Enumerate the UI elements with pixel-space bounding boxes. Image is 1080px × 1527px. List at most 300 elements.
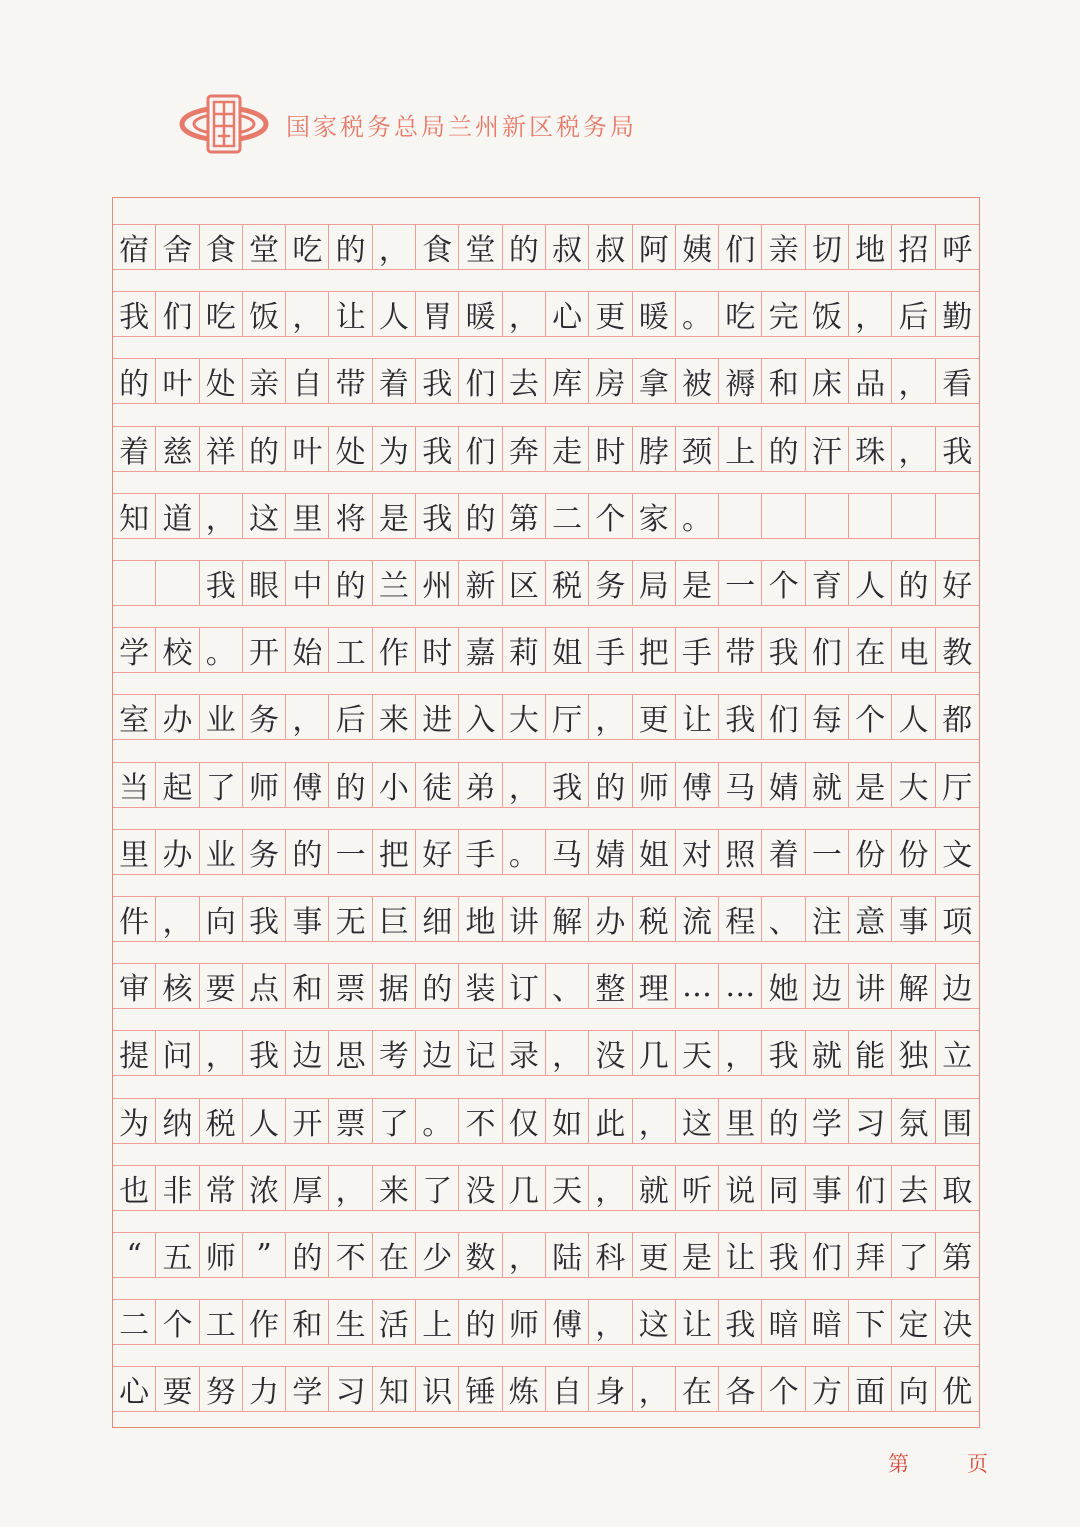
grid-cell: 常 — [200, 1165, 243, 1211]
grid-cell: 几 — [503, 1165, 546, 1211]
page-label-suffix: 页 — [967, 1452, 988, 1476]
grid-cell: 文 — [936, 829, 979, 875]
grid-cell: 问 — [156, 1030, 199, 1076]
grid-cell: 面 — [849, 1366, 892, 1412]
grid-cell: 努 — [200, 1366, 243, 1412]
grid-cell: 我 — [416, 493, 459, 539]
grid-cell: 理 — [633, 963, 676, 1009]
grid-cell: ， — [503, 1232, 546, 1278]
grid-cell: 们 — [806, 627, 849, 673]
grid-cell: 第 — [936, 1232, 979, 1278]
grid-cell: 电 — [892, 627, 935, 673]
grid-cell: 们 — [459, 358, 502, 404]
grid-cell: 当 — [113, 762, 156, 808]
grid-cell: 始 — [286, 627, 329, 673]
grid-cell: 好 — [416, 829, 459, 875]
grid-cell: 考 — [373, 1030, 416, 1076]
grid-cell: 点 — [243, 963, 286, 1009]
grid-cell: 学 — [286, 1366, 329, 1412]
grid-cell: 走 — [546, 426, 589, 472]
grid-cell: 票 — [329, 963, 372, 1009]
grid-cell: 和 — [762, 358, 805, 404]
grid-cell: 听 — [676, 1165, 719, 1211]
text-row — [113, 224, 979, 270]
grid-cell: 业 — [200, 694, 243, 740]
grid-cell: 审 — [113, 963, 156, 1009]
text-row — [113, 1030, 979, 1076]
grid-cell: 脖 — [633, 426, 676, 472]
grid-cell: 手 — [589, 627, 632, 673]
grid-cell: 起 — [156, 762, 199, 808]
grid-cell: 她 — [762, 963, 805, 1009]
grid-cell: 这 — [676, 1098, 719, 1144]
grid-cell: 在 — [676, 1366, 719, 1412]
grid-cell: 心 — [113, 1366, 156, 1412]
grid-cell — [892, 493, 935, 539]
grid-cell: 、 — [762, 896, 805, 942]
grid-cell: ” — [243, 1232, 286, 1278]
text-row — [113, 896, 979, 942]
grid-cell: 是 — [849, 762, 892, 808]
text-row — [113, 694, 979, 740]
grid-cell: 作 — [243, 1299, 286, 1345]
grid-cell: 小 — [373, 762, 416, 808]
grid-cell: 。 — [676, 493, 719, 539]
grid-cell: 了 — [373, 1098, 416, 1144]
grid-cell: 教 — [936, 627, 979, 673]
grid-cell: 们 — [719, 224, 762, 270]
grid-cell: 习 — [849, 1098, 892, 1144]
grid-cell: 让 — [329, 291, 372, 337]
grid-cell: 向 — [200, 896, 243, 942]
grid-cell: 吃 — [719, 291, 762, 337]
text-row — [113, 1366, 979, 1412]
grid-cell: 份 — [892, 829, 935, 875]
grid-cell: 每 — [806, 694, 849, 740]
grid-cell: 都 — [936, 694, 979, 740]
grid-cell: 处 — [329, 426, 372, 472]
grid-cell: 下 — [849, 1299, 892, 1345]
grid-cell: 也 — [113, 1165, 156, 1211]
grid-cell: 傅 — [546, 1299, 589, 1345]
grid-cell: 叶 — [286, 426, 329, 472]
grid-cell: … — [676, 963, 719, 1009]
grid-cell: 傅 — [676, 762, 719, 808]
grid-cell: 非 — [156, 1165, 199, 1211]
grid-cell: 个 — [849, 694, 892, 740]
grid-cell: 独 — [892, 1030, 935, 1076]
grid-cell: 没 — [589, 1030, 632, 1076]
grid-cell: 解 — [892, 963, 935, 1009]
grid-cell: ， — [200, 493, 243, 539]
grid-cell: 莉 — [503, 627, 546, 673]
grid-cell: 意 — [849, 896, 892, 942]
grid-cell: 税 — [633, 896, 676, 942]
grid-cell: ， — [892, 358, 935, 404]
grid-cell: 各 — [719, 1366, 762, 1412]
grid-cell: 宿 — [113, 224, 156, 270]
grid-cell: 手 — [459, 829, 502, 875]
grid-cell: 活 — [373, 1299, 416, 1345]
grid-cell: 品 — [849, 358, 892, 404]
grid-paper — [112, 197, 980, 1428]
grid-cell: 心 — [546, 291, 589, 337]
grid-cell: 来 — [373, 1165, 416, 1211]
grid-cell: 姐 — [546, 627, 589, 673]
grid-cell: 处 — [200, 358, 243, 404]
grid-cell: 的 — [892, 560, 935, 606]
grid-cell: 开 — [286, 1098, 329, 1144]
grid-cell: ， — [589, 1165, 632, 1211]
grid-cell: 们 — [806, 1232, 849, 1278]
grid-cell: 决 — [936, 1299, 979, 1345]
grid-cell: 了 — [416, 1165, 459, 1211]
grid-cell: 记 — [459, 1030, 502, 1076]
grid-cell: 把 — [633, 627, 676, 673]
grid-cell: ， — [200, 1030, 243, 1076]
grid-cell: 拜 — [849, 1232, 892, 1278]
grid-cell: 我 — [762, 627, 805, 673]
grid-cell: ， — [503, 291, 546, 337]
grid-cell: 自 — [286, 358, 329, 404]
letterhead — [178, 92, 637, 156]
grid-cell: 被 — [676, 358, 719, 404]
grid-cell: 务 — [243, 694, 286, 740]
grid-cell: 是 — [676, 1232, 719, 1278]
grid-cell: 二 — [113, 1299, 156, 1345]
grid-cell: 了 — [200, 762, 243, 808]
grid-cell: 姐 — [633, 829, 676, 875]
grid-cell: 马 — [719, 762, 762, 808]
grid-cell: 室 — [113, 694, 156, 740]
grid-cell: 对 — [676, 829, 719, 875]
grid-cell: 婧 — [762, 762, 805, 808]
grid-cell: 眼 — [243, 560, 286, 606]
grid-cell: 着 — [113, 426, 156, 472]
grid-cell: 我 — [719, 694, 762, 740]
grid-cell: 兰 — [373, 560, 416, 606]
grid-cell: 就 — [806, 762, 849, 808]
grid-cell: 的 — [113, 358, 156, 404]
grid-cell: 饭 — [806, 291, 849, 337]
grid-cell: 项 — [936, 896, 979, 942]
grid-cell: 新 — [459, 560, 502, 606]
grid-cell: 库 — [546, 358, 589, 404]
grid-cell: 家 — [633, 493, 676, 539]
grid-cell: 让 — [676, 1299, 719, 1345]
grid-cell: 方 — [806, 1366, 849, 1412]
grid-cell: 核 — [156, 963, 199, 1009]
grid-cell: 阿 — [633, 224, 676, 270]
grid-cell: 是 — [676, 560, 719, 606]
grid-cell: 在 — [849, 627, 892, 673]
grid-cell: 们 — [849, 1165, 892, 1211]
grid-cell: 去 — [892, 1165, 935, 1211]
grid-cell: 们 — [762, 694, 805, 740]
grid-cell: 能 — [849, 1030, 892, 1076]
grid-cell: 边 — [416, 1030, 459, 1076]
grid-cell: 亲 — [243, 358, 286, 404]
grid-cell: ， — [719, 1030, 762, 1076]
grid-cell: 我 — [200, 560, 243, 606]
grid-cell: 区 — [503, 560, 546, 606]
text-row — [113, 1165, 979, 1211]
grid-cell: 师 — [633, 762, 676, 808]
grid-cell: 件 — [113, 896, 156, 942]
grid-cell: 将 — [329, 493, 372, 539]
grid-cell: 是 — [373, 493, 416, 539]
grid-cell: 陆 — [546, 1232, 589, 1278]
grid-cell: 祥 — [200, 426, 243, 472]
grid-cell: 生 — [329, 1299, 372, 1345]
grid-cell: 呼 — [936, 224, 979, 270]
grid-cell: 手 — [676, 627, 719, 673]
grid-cell: 时 — [589, 426, 632, 472]
page-label-prefix: 第 — [888, 1452, 909, 1476]
grid-cell: 里 — [113, 829, 156, 875]
grid-cell: 取 — [936, 1165, 979, 1211]
grid-cell: 人 — [373, 291, 416, 337]
grid-cell: 在 — [373, 1232, 416, 1278]
grid-cell: 中 — [286, 560, 329, 606]
grid-cell: 据 — [373, 963, 416, 1009]
grid-cell: 讲 — [849, 963, 892, 1009]
grid-cell: 人 — [849, 560, 892, 606]
grid-cell: 地 — [849, 224, 892, 270]
grid-cell: 吃 — [286, 224, 329, 270]
grid-cell: ， — [503, 762, 546, 808]
grid-cell: 工 — [200, 1299, 243, 1345]
grid-cell: 的 — [243, 426, 286, 472]
grid-cell: … — [719, 963, 762, 1009]
grid-cell: 食 — [416, 224, 459, 270]
grid-cell: 程 — [719, 896, 762, 942]
grid-cell: 录 — [503, 1030, 546, 1076]
grid-cell: 的 — [416, 963, 459, 1009]
text-row — [113, 1232, 979, 1278]
grid-cell: 校 — [156, 627, 199, 673]
grid-cell: 叔 — [589, 224, 632, 270]
grid-cell: 让 — [676, 694, 719, 740]
grid-cell — [762, 493, 805, 539]
grid-cell: 的 — [329, 762, 372, 808]
grid-cell: 完 — [762, 291, 805, 337]
grid-cell: 的 — [503, 224, 546, 270]
grid-cell: 和 — [286, 963, 329, 1009]
grid-cell: 务 — [243, 829, 286, 875]
grid-cell: 食 — [200, 224, 243, 270]
grid-cell: 的 — [329, 224, 372, 270]
grid-cell: 堂 — [459, 224, 502, 270]
text-row — [113, 963, 979, 1009]
text-row — [113, 426, 979, 472]
grid-cell: ， — [286, 291, 329, 337]
grid-cell: 暗 — [806, 1299, 849, 1345]
grid-cell: 力 — [243, 1366, 286, 1412]
grid-cell: 办 — [589, 896, 632, 942]
grid-cell: ， — [589, 694, 632, 740]
grid-cell: 马 — [546, 829, 589, 875]
grid-cell: 我 — [243, 896, 286, 942]
grid-cell: 身 — [589, 1366, 632, 1412]
text-row — [113, 627, 979, 673]
grid-cell: 我 — [416, 426, 459, 472]
grid-cell: 为 — [113, 1098, 156, 1144]
grid-cell: 州 — [416, 560, 459, 606]
grid-cell: 天 — [546, 1165, 589, 1211]
grid-cell: 的 — [762, 1098, 805, 1144]
grid-cell: 注 — [806, 896, 849, 942]
text-row — [113, 1098, 979, 1144]
grid-cell: ， — [589, 1299, 632, 1345]
grid-cell: 五 — [156, 1232, 199, 1278]
grid-cell: 工 — [329, 627, 372, 673]
grid-cell: 数 — [459, 1232, 502, 1278]
grid-cell: 婧 — [589, 829, 632, 875]
grid-cell: 要 — [200, 963, 243, 1009]
grid-cell: 炼 — [503, 1366, 546, 1412]
grid-cell: 税 — [200, 1098, 243, 1144]
grid-cell: 事 — [286, 896, 329, 942]
grid-cell: 细 — [416, 896, 459, 942]
grid-cell: 的 — [286, 829, 329, 875]
grid-cell: 第 — [503, 493, 546, 539]
grid-cell: 装 — [459, 963, 502, 1009]
grid-cell: 舍 — [156, 224, 199, 270]
grid-cell: 事 — [806, 1165, 849, 1211]
grid-cell: 来 — [373, 694, 416, 740]
grid-cell: 师 — [200, 1232, 243, 1278]
grid-cell: 业 — [200, 829, 243, 875]
text-row — [113, 560, 979, 606]
grid-cell: 没 — [459, 1165, 502, 1211]
grid-cell: 思 — [329, 1030, 372, 1076]
grid-cell: 一 — [719, 560, 762, 606]
grid-cell: 个 — [762, 560, 805, 606]
grid-cell: “ — [113, 1232, 156, 1278]
grid-cell — [806, 493, 849, 539]
grid-cell: 更 — [633, 1232, 676, 1278]
grid-cell: 就 — [633, 1165, 676, 1211]
grid-cell: 的 — [459, 493, 502, 539]
grid-cell: 和 — [286, 1299, 329, 1345]
grid-cell: 里 — [719, 1098, 762, 1144]
grid-cell: 个 — [762, 1366, 805, 1412]
grid-cell: 我 — [416, 358, 459, 404]
agency-name: 国家税务总局兰州新区税务局 — [286, 112, 637, 141]
grid-cell: 里 — [286, 493, 329, 539]
grid-cell: 珠 — [849, 426, 892, 472]
grid-cell: 后 — [329, 694, 372, 740]
grid-cell: 吃 — [200, 291, 243, 337]
grid-cell: 了 — [892, 1232, 935, 1278]
grid-cell: 们 — [459, 426, 502, 472]
grid-cell: 人 — [892, 694, 935, 740]
grid-cell: ， — [546, 1030, 589, 1076]
grid-cell: 勤 — [936, 291, 979, 337]
grid-cell: 徒 — [416, 762, 459, 808]
grid-cell: 无 — [329, 896, 372, 942]
grid-cell: 订 — [503, 963, 546, 1009]
grid-cell: 的 — [589, 762, 632, 808]
grid-cell: 入 — [459, 694, 502, 740]
grid-cell: 道 — [156, 493, 199, 539]
grid-cell: 更 — [633, 694, 676, 740]
grid-cell: 床 — [806, 358, 849, 404]
grid-cell: 大 — [892, 762, 935, 808]
grid-cell: 定 — [892, 1299, 935, 1345]
grid-cell: 师 — [503, 1299, 546, 1345]
grid-cell: 时 — [416, 627, 459, 673]
grid-cell: 去 — [503, 358, 546, 404]
grid-cell: 厅 — [546, 694, 589, 740]
grid-cell: 同 — [762, 1165, 805, 1211]
grid-cell: 招 — [892, 224, 935, 270]
grid-cell: 围 — [936, 1098, 979, 1144]
grid-cell: 局 — [633, 560, 676, 606]
grid-cell: 我 — [546, 762, 589, 808]
grid-cell: 嘉 — [459, 627, 502, 673]
grid-cell: 整 — [589, 963, 632, 1009]
grid-cell: ， — [373, 224, 416, 270]
grid-cell: 就 — [806, 1030, 849, 1076]
grid-cell: ， — [633, 1366, 676, 1412]
grid-cell: 我 — [719, 1299, 762, 1345]
grid-cell: 堂 — [243, 224, 286, 270]
grid-cell: 边 — [806, 963, 849, 1009]
grid-cell: 让 — [719, 1232, 762, 1278]
grid-cell: 上 — [416, 1299, 459, 1345]
grid-cell: 这 — [243, 493, 286, 539]
grid-cell: 一 — [806, 829, 849, 875]
grid-cell: 拿 — [633, 358, 676, 404]
grid-cell: 带 — [329, 358, 372, 404]
grid-cell: 学 — [113, 627, 156, 673]
grid-cell: 识 — [416, 1366, 459, 1412]
grid-cell: 厅 — [936, 762, 979, 808]
grid-cell: 的 — [286, 1232, 329, 1278]
grid-cell: 。 — [416, 1098, 459, 1144]
grid-cell: 不 — [329, 1232, 372, 1278]
grid-cell: 汗 — [806, 426, 849, 472]
grid-cell: 更 — [589, 291, 632, 337]
grid-cell: 开 — [243, 627, 286, 673]
grid-cell — [156, 560, 199, 606]
grid-cell: 学 — [806, 1098, 849, 1144]
grid-cell: ， — [892, 426, 935, 472]
grid-cell: 纳 — [156, 1098, 199, 1144]
grid-cell: 照 — [719, 829, 762, 875]
grid-cell: 自 — [546, 1366, 589, 1412]
grid-cell: 。 — [676, 291, 719, 337]
grid-cell: 把 — [373, 829, 416, 875]
grid-cell: 边 — [936, 963, 979, 1009]
grid-cell: 作 — [373, 627, 416, 673]
grid-cell: 带 — [719, 627, 762, 673]
grid-cell: 我 — [936, 426, 979, 472]
grid-cell: 为 — [373, 426, 416, 472]
grid-cell: 锤 — [459, 1366, 502, 1412]
grid-cell: 少 — [416, 1232, 459, 1278]
grid-cell: 胃 — [416, 291, 459, 337]
grid-cell: 科 — [589, 1232, 632, 1278]
grid-cell: 一 — [329, 829, 372, 875]
grid-cell: 事 — [892, 896, 935, 942]
grid-cell: 弟 — [459, 762, 502, 808]
grid-cell: 巨 — [373, 896, 416, 942]
grid-cell: 看 — [936, 358, 979, 404]
grid-cell: 知 — [373, 1366, 416, 1412]
